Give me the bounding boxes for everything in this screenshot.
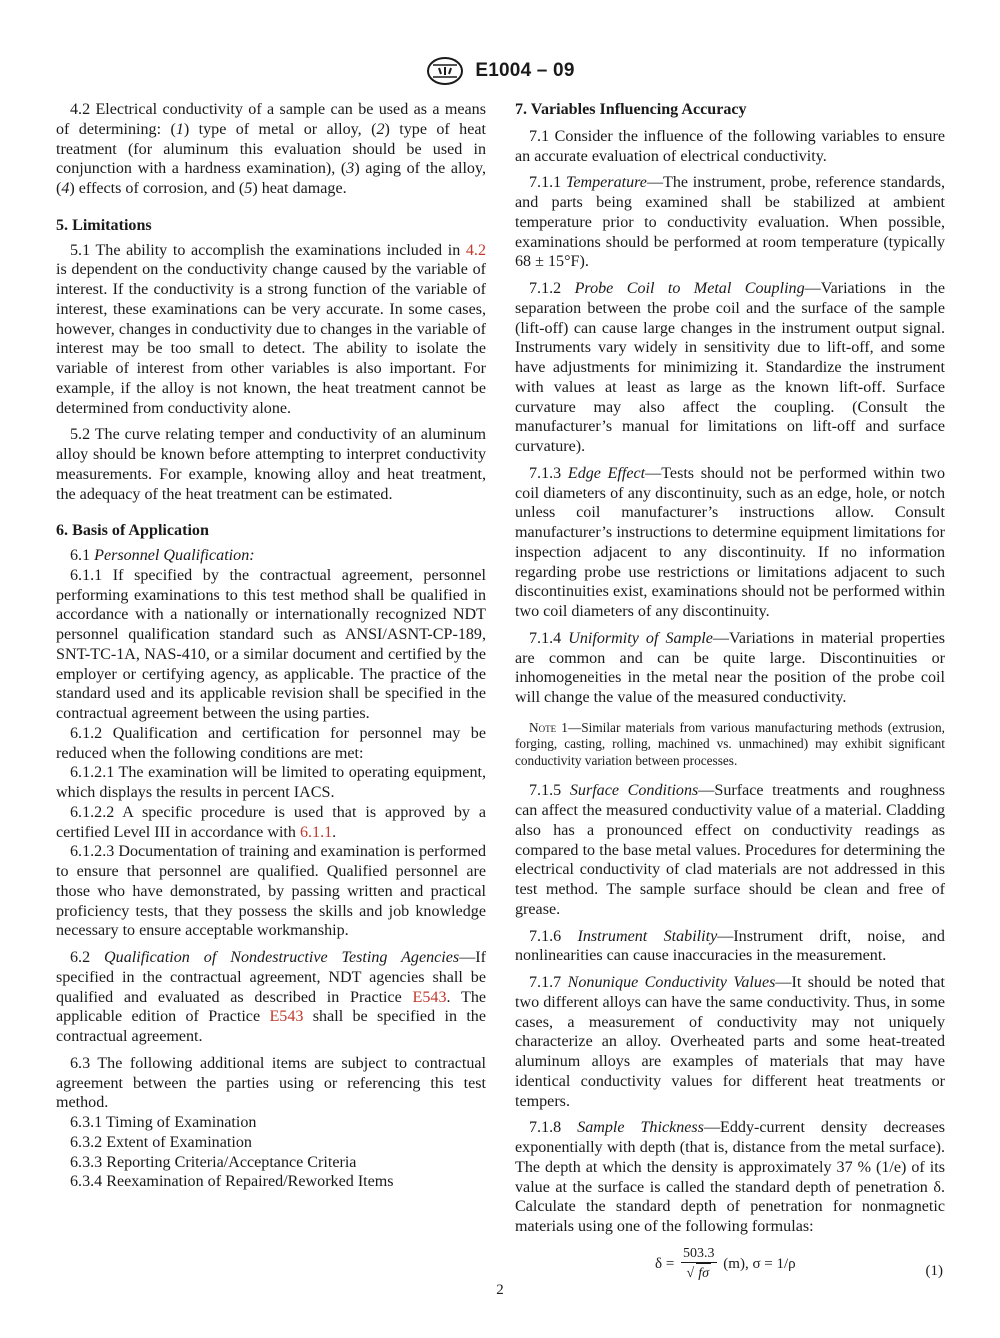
- heading-section-7: 7. Variables Influencing Accuracy: [515, 101, 747, 118]
- equation-number: (1): [925, 1262, 943, 1279]
- para-6-1-2-3: 6.1.2.3 Documentation of training and examination is performed to ensure that personnel are qualified. Qualified personnel are those who have demonstrated, by passing written and practical proficiency tests, that they possess the skills and job knowledge necessary to ensure acceptable workmanship.: [56, 843, 486, 940]
- para-4-2: 4.2 Electrical conductivity of a sample can be used as a means of determining: (1) type of metal or alloy, (2) type of heat treatment (for aluminum this evaluation should be used in conjunction with a hardness examination), (3) aging of the alloy, (4) effects of corrosion, and (5) heat damage.: [56, 101, 486, 197]
- list-item: 6.3.3 Reporting Criteria/Acceptance Criteria: [70, 1153, 357, 1171]
- para-7-1-7: 7.1.7 Nonunique Conductivity Values—It should be noted that two different alloys can have the same conductivity. Thus, in some cases, a measurement of conductivity may not uniquely characterize an alloy. Overheated parts and some heat-treated aluminum alloys are examples of materials that may have identical conductivity values for different heat treatments or tempers.: [515, 974, 946, 1110]
- para-6-1-2-1: 6.1.2.1 The examination will be limited to operating equipment, which displays the results in percent IACS.: [56, 764, 486, 801]
- astm-logo-icon: [425, 56, 465, 86]
- para-7-1-2: 7.1.2 Probe Coil to Metal Coupling—Variations in the separation between the probe coil and the surface of the sample (lift-off) can cause large changes in the instrument output signal. Instruments vary widely in sensitivity due to lift-off, and some have adjustments for minimizing it. Standardize the instrument with values at least as large as the known lift-off. Surface curvature may also affect the coupling. (Consult the manufacturer’s manual for limitations on lift-off and surface curvature).: [515, 280, 945, 455]
- list-item: 6.3.1 Timing of Examination: [70, 1114, 257, 1131]
- para-6-1-2-2: 6.1.2.2 A specific procedure is used that is approved by a certified Level III in accordance with 6.1.1.: [56, 803, 486, 841]
- para-7-1-1: 7.1.1 Temperature—The instrument, probe, reference standards, and parts being examined shall be stabilized at ambient temperature prior to conductivity evaluation. When possible, examinations should be performed at room temperature (typically 68 ± 15°F).: [515, 174, 945, 271]
- note-1: Note 1—Similar materials from various manufacturing methods (extrusion, forging, casting, rolling, machined vs. unmachined) may exhibit significant conductivity variation between processes.: [515, 719, 946, 768]
- standard-designation: E1004 – 09: [475, 60, 575, 81]
- link-4-2[interactable]: 4.2: [465, 241, 486, 259]
- list-item: 6.3.2 Extent of Examination: [70, 1133, 252, 1151]
- para-7-1: 7.1 Consider the influence of the following variables to ensure an accurate evaluation of electrical conductivity.: [515, 127, 945, 165]
- page-number: 2: [496, 1282, 504, 1298]
- list-item: 6.3.4 Reexamination of Repaired/Reworked Items: [70, 1173, 394, 1191]
- equation-expression: δ = $\frac{503.3}{√ f\sigma}$ (m), σ = 1/ρ: [655, 1245, 796, 1284]
- para-6-3: 6.3 The following additional items are subject to contractual agreement between the parties using or referencing this test method.: [56, 1054, 486, 1112]
- para-6-2: 6.2 Qualification of Nondestructive Testing Agencies—If specified in the contractual agreement, NDT agencies shall be qualified and evaluated as described in Practice E543. The applicable edition of Practice E543 shall be specified in the contractual agreement.: [56, 949, 487, 1045]
- para-6-1-1: 6.1.1 If specified by the contractual agreement, personnel performing examinations to this test method shall be qualified in accordance with a nationally or internationally recognized NDT personnel qualification standard such as ANSI/ASNT-CP-189, SNT-TC-1A, NAS-410, or a similar document and certified by the employer or certifying agency, as applicable. The practice of the standard used and its applicable revision shall be specified in the contractual agreement between the using parties.: [56, 566, 486, 722]
- para-7-1-4: 7.1.4 Uniformity of Sample—Variations in material properties are common and can be quite large. Discontinuities or inhomogeneities in the metal near the position of the probe coil will change the value of the measured conductivity.: [515, 629, 945, 706]
- para-7-1-8: 7.1.8 Sample Thickness—Eddy-current density decreases exponentially with depth (that is, distance from the metal surface). The depth at which the density is approximately 37 % (1/e) of its value at the surface is called the standard depth of penetration δ. Calculate the standard depth of penetration for nonmagnetic materials using one of the following formulas:: [515, 1119, 945, 1235]
- para-6-1: 6.1 Personnel Qualification:: [70, 547, 255, 564]
- para-7-1-5: 7.1.5 Surface Conditions—Surface treatments and roughness can affect the measured conductivity value of a material. Cladding also has a pronounced effect on conductivity readings as compared to the base metal values. Procedures for determining the electrical conductivity of clad materials are not addressed in this test method. The sample surface should be clean and free of grease.: [515, 782, 945, 918]
- link-6-1-1[interactable]: 6.1.1: [299, 823, 333, 841]
- para-5-2: 5.2 The curve relating temper and conductivity of an aluminum alloy should be known before attempting to interpret conductivity measurements. For example, knowing alloy and heat treatment, the adequacy of the heat treatment can be estimated.: [56, 426, 486, 503]
- para-7-1-6: 7.1.6 Instrument Stability—Instrument drift, noise, and nonlinearities can cause inaccuracies in the measurement.: [515, 927, 945, 965]
- page-header: [0, 56, 1000, 90]
- heading-section-5: 5. Limitations: [56, 216, 152, 234]
- para-5-1: 5.1 The ability to accomplish the examinations included in 4.2 is dependent on the conductivity change caused by the variable of interest. If the conductivity is a strong function of the variable of interest, these examinations can be very accurate. In some cases, however, changes in conductivity due to changes in the variable of interest may be too small to detect. The ability to isolate the variable of interest from other variables is also important. For example, if the alloy is not known, the heat treatment cannot be determined from conductivity alone.: [56, 241, 486, 417]
- heading-section-6: 6. Basis of Application: [56, 522, 209, 540]
- right-column: [515, 100, 945, 1295]
- equation-fraction: $\frac{503.3}{√ f\sigma}$: [681, 1245, 717, 1284]
- para-7-1-3: 7.1.3 Edge Effect—Tests should not be performed within two coil diameters of any discontinuity, such as an edge, hole, or notch unless coil manufacturer’s instructions allow. Consult manufacturer’s instructions to determine equipment limitations for inspection adjacent to any discontinuity. If no information regarding probe use restrictions or limitations adjacent to such discontinuities exist, examinations should not be performed within two coil diameters of any discontinuity.: [515, 464, 945, 620]
- left-column: [56, 100, 486, 1192]
- link-e543[interactable]: E543: [412, 988, 447, 1006]
- link-e543[interactable]: E543: [269, 1008, 304, 1026]
- para-6-1-2: 6.1.2 Qualification and certification for personnel may be reduced when the following conditions are met:: [56, 724, 486, 762]
